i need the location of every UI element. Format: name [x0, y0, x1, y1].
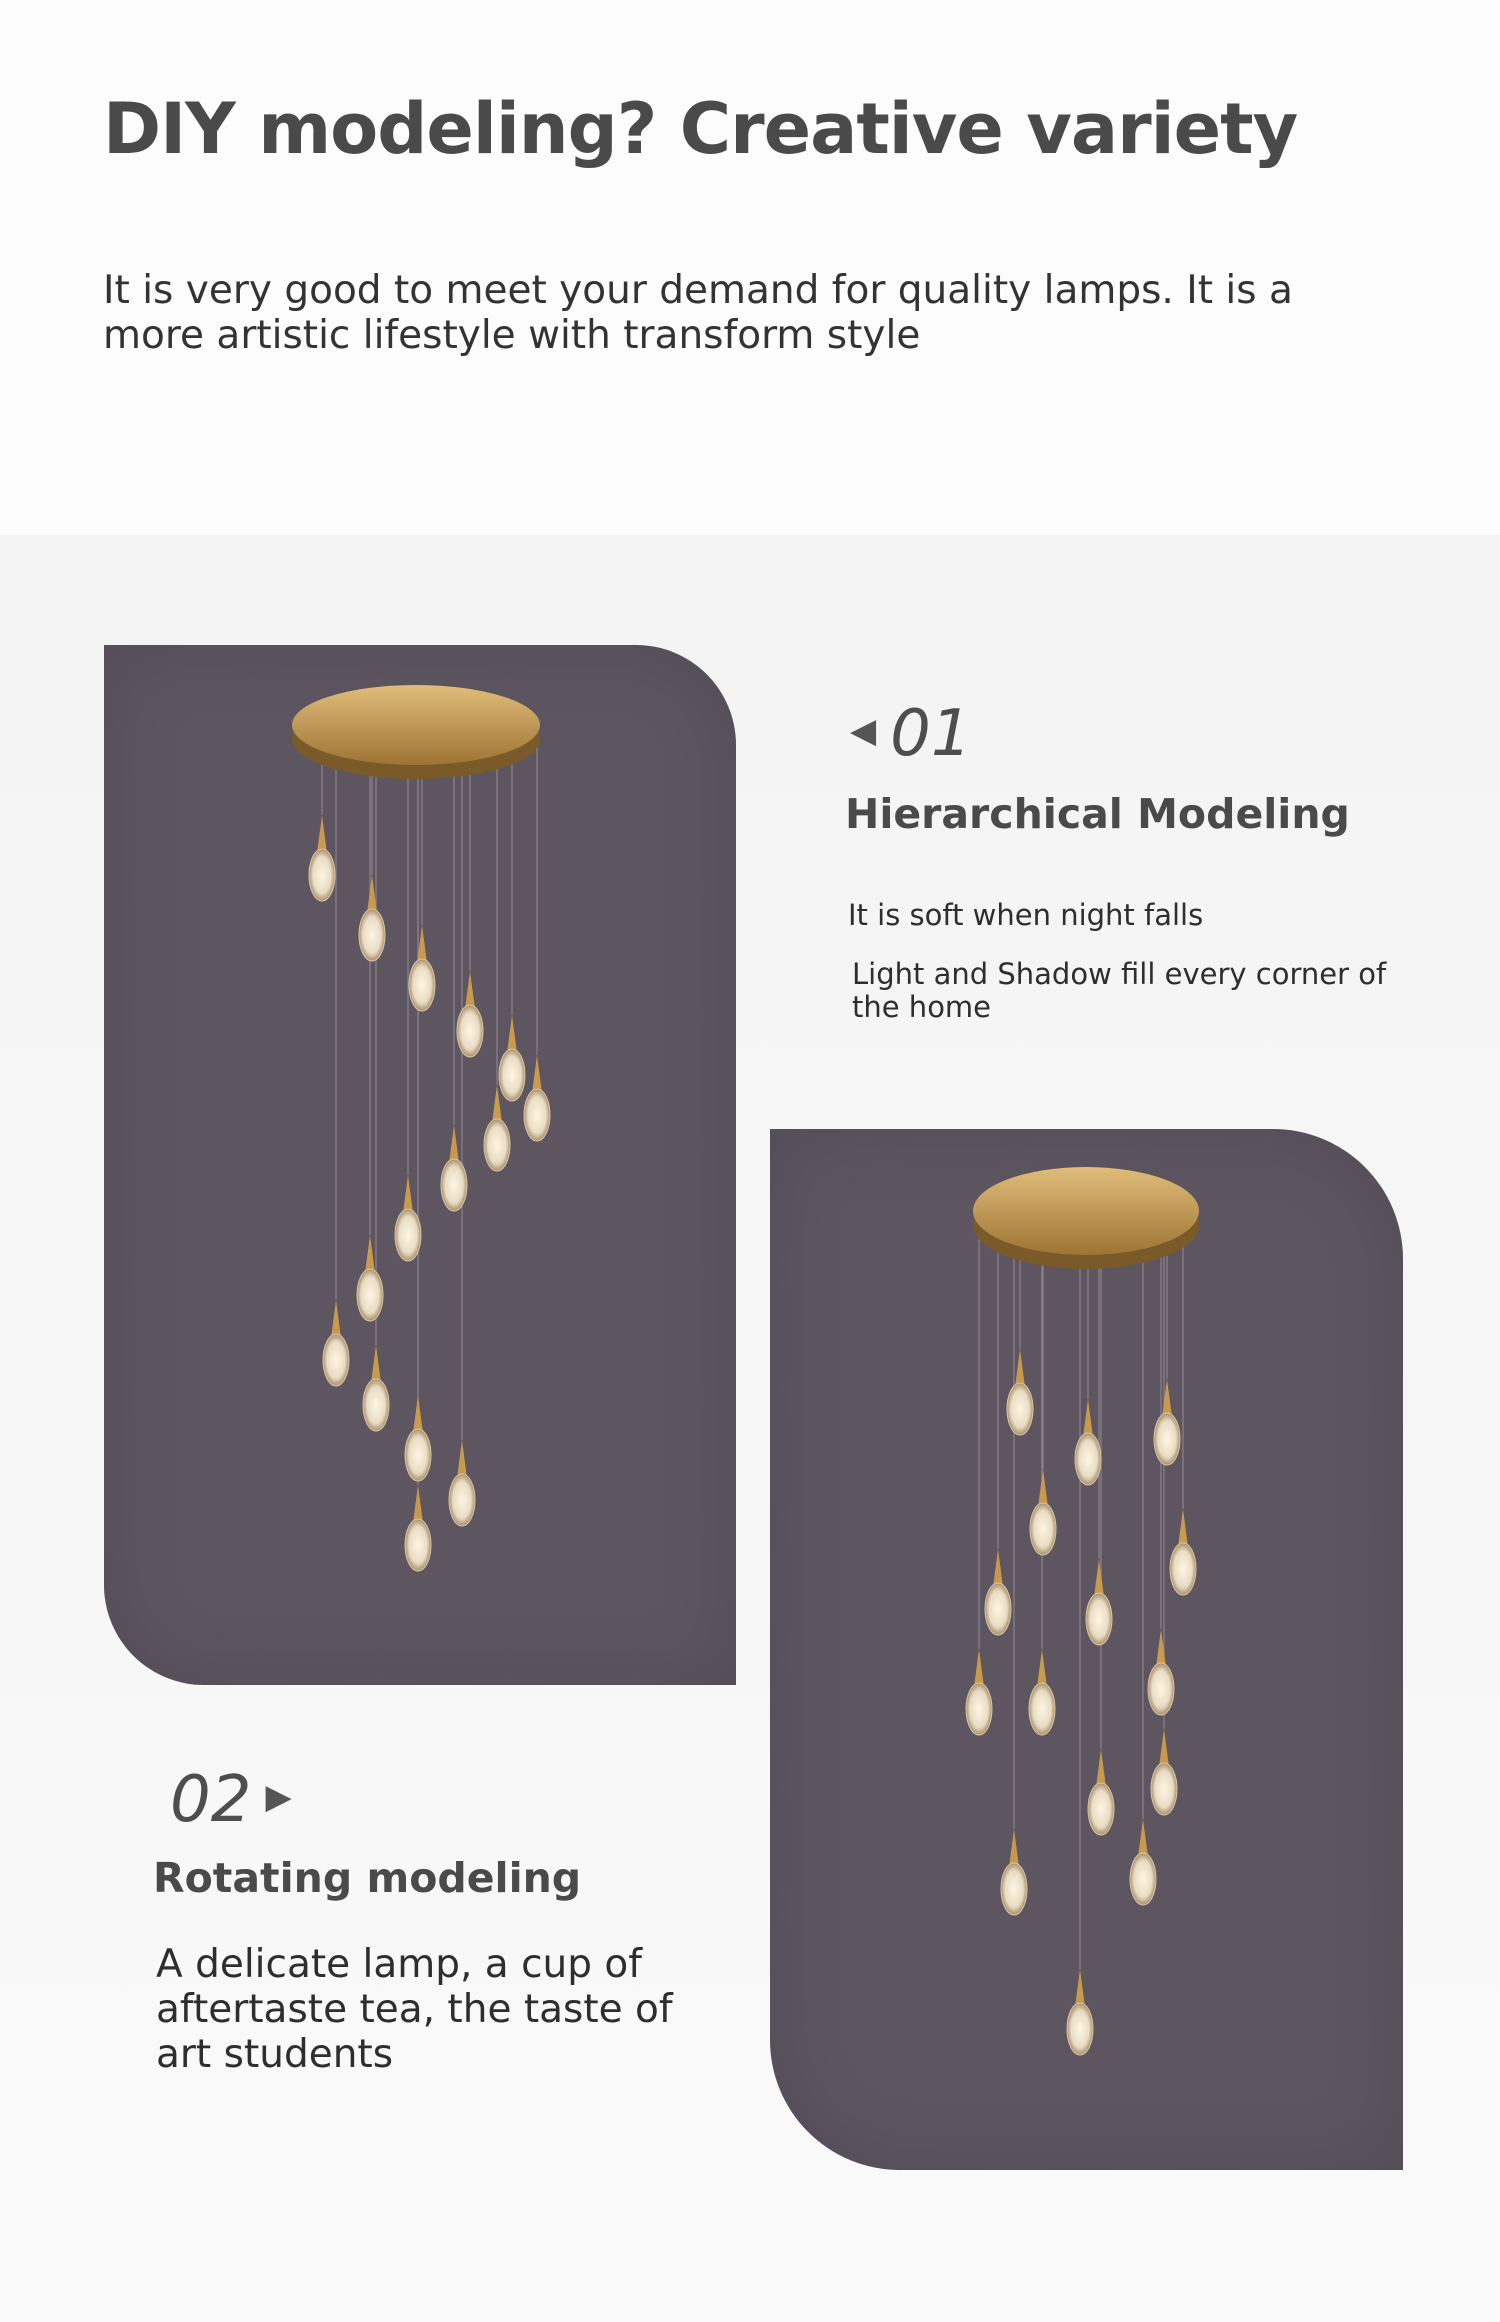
hero-section	[0, 0, 1500, 535]
crystal-pendant	[1170, 1509, 1196, 1595]
crystal-pendant	[1001, 1829, 1027, 1915]
chandelier-illustration-hierarchical	[104, 645, 736, 1685]
crystal-pendant	[1088, 1749, 1114, 1835]
crystal-pendant	[449, 1440, 475, 1526]
crystal-pendant	[524, 1055, 550, 1141]
crystal-pendant	[1029, 1649, 1055, 1735]
crystal-pendant	[1148, 1629, 1174, 1715]
crystal-pendant	[1030, 1469, 1056, 1555]
chandelier-illustration-rotating	[770, 1129, 1403, 2170]
crystal-pendant	[1154, 1379, 1180, 1465]
feature-number-label: 02	[170, 1763, 252, 1837]
feature-title-hierarchical: Hierarchical Modeling	[845, 790, 1350, 838]
crystal-pendant	[1086, 1559, 1112, 1645]
ceiling-canopy	[292, 685, 540, 765]
page-subtitle: It is very good to meet your demand for quality lamps. It is a more artistic lifestyle with transform style	[103, 268, 1293, 358]
triangle-left-icon: ◀	[850, 711, 877, 752]
ceiling-canopy	[973, 1167, 1199, 1255]
rotating-chandelier-image	[770, 1129, 1403, 2170]
crystal-pendant	[405, 1395, 431, 1481]
crystal-pendant	[357, 1235, 383, 1321]
feature-line: Light and Shadow fill every corner of the home	[852, 957, 1387, 1024]
page-title: DIY modeling? Creative variety	[103, 88, 1298, 170]
feature-number-02	[170, 1763, 292, 1837]
crystal-pendant	[309, 815, 335, 901]
crystal-pendant	[405, 1485, 431, 1571]
crystal-pendant	[457, 971, 483, 1057]
triangle-right-icon: ▶	[265, 1777, 292, 1818]
crystal-pendant	[985, 1549, 1011, 1635]
crystal-pendant	[395, 1175, 421, 1261]
feature-number-label: 01	[890, 697, 972, 771]
crystal-pendant	[441, 1125, 467, 1211]
crystal-pendant	[363, 1345, 389, 1431]
feature-line: It is soft when night falls	[848, 898, 1204, 932]
crystal-pendant	[499, 1015, 525, 1101]
feature-line: A delicate lamp, a cup of aftertaste tea, the taste of art students	[156, 1942, 673, 2077]
feature-number-01	[850, 697, 972, 771]
crystal-pendant	[1130, 1819, 1156, 1905]
spiral-chandelier-image	[104, 645, 736, 1685]
crystal-pendant	[1151, 1729, 1177, 1815]
crystal-pendant	[359, 875, 385, 961]
crystal-pendant	[323, 1300, 349, 1386]
crystal-pendant	[1007, 1349, 1033, 1435]
crystal-pendant	[409, 925, 435, 1011]
crystal-pendant	[1075, 1399, 1101, 1485]
crystal-pendant	[1067, 1969, 1093, 2055]
feature-title-rotating: Rotating modeling	[153, 1854, 582, 1902]
crystal-pendant	[966, 1649, 992, 1735]
